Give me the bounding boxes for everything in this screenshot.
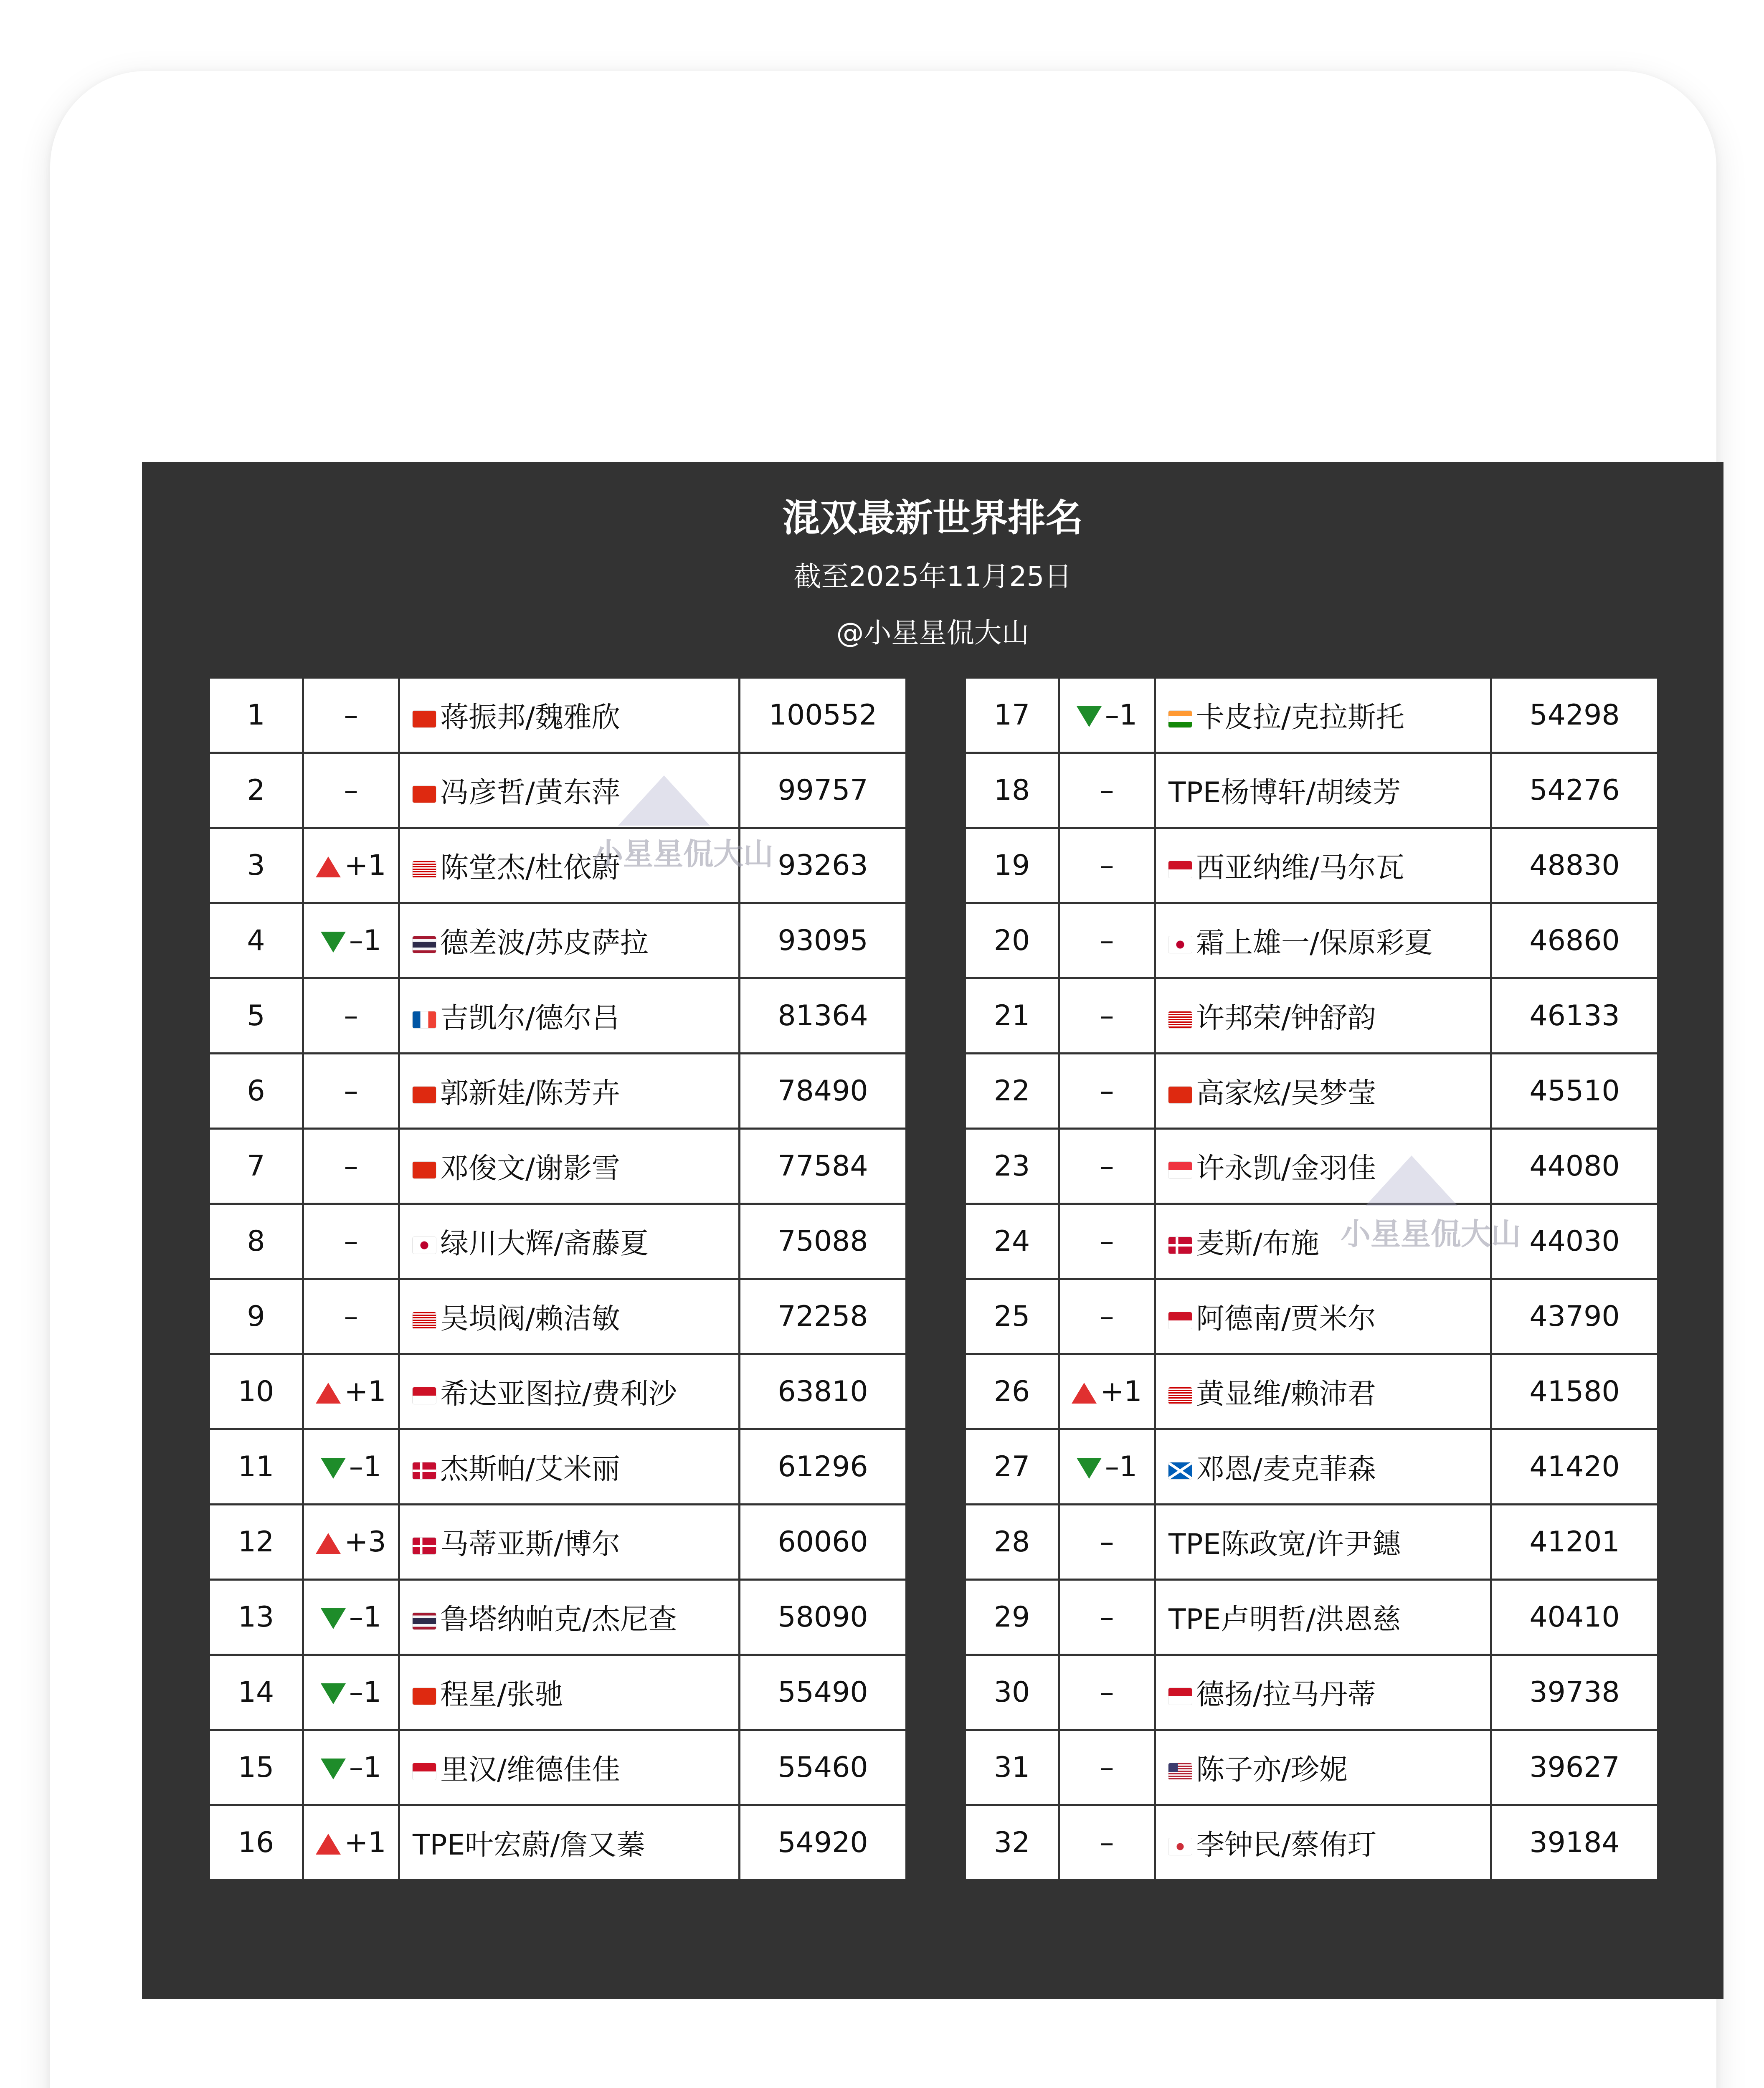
rank-cell: 21 bbox=[965, 978, 1059, 1054]
table-row bbox=[209, 1129, 907, 1204]
change-cell bbox=[303, 1505, 399, 1580]
change-value: – bbox=[1100, 1225, 1114, 1258]
pair-cell bbox=[399, 828, 740, 903]
pair-name: 吉凯尔/德尔吕 bbox=[440, 1002, 620, 1035]
pair-cell bbox=[1155, 903, 1491, 978]
pair-name: 马蒂亚斯/博尔 bbox=[440, 1528, 620, 1561]
pair-cell bbox=[399, 1429, 740, 1505]
change-value: – bbox=[344, 999, 358, 1032]
rank-up-icon bbox=[316, 1533, 341, 1554]
rank-down-icon bbox=[321, 1608, 346, 1629]
change-value: –1 bbox=[349, 1676, 382, 1709]
pair-cell bbox=[399, 1279, 740, 1354]
pair-name: 德差波/苏皮萨拉 bbox=[440, 927, 649, 960]
pair-cell bbox=[1155, 1655, 1491, 1730]
points-cell: 39184 bbox=[1491, 1805, 1658, 1880]
change-value: – bbox=[1100, 1525, 1114, 1558]
table-row bbox=[209, 1054, 907, 1129]
points-cell: 44030 bbox=[1491, 1204, 1658, 1279]
pair-cell bbox=[399, 978, 740, 1054]
change-value: –1 bbox=[349, 1450, 382, 1483]
pair-name: 鲁塔纳帕克/杰尼查 bbox=[440, 1603, 677, 1636]
rank-cell: 11 bbox=[209, 1429, 303, 1505]
pair-name: TPE杨博轩/胡绫芳 bbox=[1168, 776, 1401, 809]
change-cell bbox=[1059, 1655, 1155, 1730]
points-cell: 48830 bbox=[1491, 828, 1658, 903]
indonesia-flag-icon bbox=[413, 1763, 436, 1780]
table-row bbox=[965, 1429, 1658, 1505]
rank-down-icon bbox=[321, 1683, 346, 1704]
thailand-flag-icon bbox=[413, 1613, 436, 1629]
table-row bbox=[965, 1655, 1658, 1730]
table-row bbox=[965, 1204, 1658, 1279]
rank-down-icon bbox=[321, 932, 346, 953]
change-value: –1 bbox=[349, 1601, 382, 1634]
points-cell: 75088 bbox=[740, 1204, 907, 1279]
pair-cell bbox=[1155, 1429, 1491, 1505]
pair-cell bbox=[399, 1354, 740, 1429]
pair-name: 西亚纳维/马尔瓦 bbox=[1196, 851, 1404, 884]
change-value: +1 bbox=[344, 849, 386, 882]
change-value: – bbox=[1100, 1150, 1114, 1183]
change-value: –1 bbox=[349, 924, 382, 957]
china-flag-icon bbox=[413, 711, 436, 727]
rank-cell: 5 bbox=[209, 978, 303, 1054]
change-cell bbox=[1059, 1054, 1155, 1129]
rank-cell: 20 bbox=[965, 903, 1059, 978]
rank-up-icon bbox=[316, 856, 341, 877]
points-cell: 58090 bbox=[740, 1580, 907, 1655]
table-row bbox=[209, 903, 907, 978]
points-cell: 63810 bbox=[740, 1354, 907, 1429]
points-cell: 54276 bbox=[1491, 753, 1658, 828]
rank-cell: 25 bbox=[965, 1279, 1059, 1354]
table-row bbox=[209, 1805, 907, 1880]
indonesia-flag-icon bbox=[1168, 861, 1192, 878]
change-value: –1 bbox=[1105, 1450, 1138, 1483]
change-cell bbox=[1059, 753, 1155, 828]
table-row bbox=[965, 1054, 1658, 1129]
pair-cell bbox=[1155, 1580, 1491, 1655]
pair-cell bbox=[1155, 1805, 1491, 1880]
change-value: – bbox=[344, 1225, 358, 1258]
malaysia-flag-icon bbox=[1168, 1011, 1192, 1028]
points-cell: 39738 bbox=[1491, 1655, 1658, 1730]
rank-cell: 31 bbox=[965, 1730, 1059, 1805]
points-cell: 46860 bbox=[1491, 903, 1658, 978]
rankings-table-right bbox=[964, 677, 1659, 1881]
points-cell: 40410 bbox=[1491, 1580, 1658, 1655]
rank-cell: 24 bbox=[965, 1204, 1059, 1279]
rank-cell: 3 bbox=[209, 828, 303, 903]
indonesia-flag-icon bbox=[1168, 1312, 1192, 1329]
rank-cell: 4 bbox=[209, 903, 303, 978]
points-cell: 99757 bbox=[740, 753, 907, 828]
pair-cell bbox=[1155, 753, 1491, 828]
singapore-flag-icon bbox=[1168, 1162, 1192, 1178]
change-cell bbox=[1059, 1730, 1155, 1805]
rank-cell: 19 bbox=[965, 828, 1059, 903]
change-value: – bbox=[1100, 1826, 1114, 1859]
pair-cell bbox=[399, 1054, 740, 1129]
rank-cell: 30 bbox=[965, 1655, 1059, 1730]
points-cell: 54298 bbox=[1491, 678, 1658, 753]
usa-flag-icon bbox=[1168, 1763, 1192, 1780]
rank-cell: 17 bbox=[965, 678, 1059, 753]
scotland-flag-icon bbox=[1168, 1462, 1192, 1479]
points-cell: 77584 bbox=[740, 1129, 907, 1204]
pair-name: TPE叶宏蔚/詹又蓁 bbox=[413, 1829, 645, 1862]
pair-name: 杰斯帕/艾米丽 bbox=[440, 1453, 620, 1486]
india-flag-icon bbox=[1168, 711, 1192, 727]
change-value: – bbox=[1100, 1300, 1114, 1333]
change-value: – bbox=[344, 1300, 358, 1333]
rank-cell: 14 bbox=[209, 1655, 303, 1730]
points-cell: 41201 bbox=[1491, 1505, 1658, 1580]
malaysia-flag-icon bbox=[1168, 1387, 1192, 1404]
table-row bbox=[209, 1730, 907, 1805]
table-row bbox=[209, 1505, 907, 1580]
change-cell bbox=[303, 903, 399, 978]
pair-name: TPE陈政宽/许尹鏸 bbox=[1168, 1528, 1401, 1561]
change-cell bbox=[1059, 1204, 1155, 1279]
rank-down-icon bbox=[321, 1458, 346, 1479]
points-cell: 55460 bbox=[740, 1730, 907, 1805]
table-row bbox=[209, 1429, 907, 1505]
points-cell: 44080 bbox=[1491, 1129, 1658, 1204]
rank-cell: 15 bbox=[209, 1730, 303, 1805]
change-value: – bbox=[344, 1150, 358, 1183]
points-cell: 43790 bbox=[1491, 1279, 1658, 1354]
change-cell bbox=[1059, 678, 1155, 753]
pair-name: 许永凯/金羽佳 bbox=[1196, 1152, 1376, 1185]
table-row bbox=[965, 978, 1658, 1054]
change-cell bbox=[303, 1354, 399, 1429]
change-cell bbox=[303, 978, 399, 1054]
china-flag-icon bbox=[413, 1087, 436, 1103]
change-cell bbox=[303, 1129, 399, 1204]
points-cell: 100552 bbox=[740, 678, 907, 753]
pair-name: 邓俊文/谢影雪 bbox=[440, 1152, 620, 1185]
malaysia-flag-icon bbox=[413, 861, 436, 878]
change-cell bbox=[1059, 1429, 1155, 1505]
japan-flag-icon bbox=[413, 1237, 436, 1254]
change-cell bbox=[1059, 828, 1155, 903]
watermark: 小星星侃大山 bbox=[1341, 1210, 1521, 1253]
rank-cell: 2 bbox=[209, 753, 303, 828]
change-cell bbox=[303, 678, 399, 753]
change-value: +1 bbox=[1100, 1375, 1142, 1408]
pair-name: 程星/张驰 bbox=[440, 1678, 563, 1711]
denmark-flag-icon bbox=[1168, 1237, 1192, 1254]
pair-cell bbox=[399, 903, 740, 978]
table-row bbox=[965, 678, 1658, 753]
pair-cell bbox=[399, 1805, 740, 1880]
rank-down-icon bbox=[1077, 706, 1102, 727]
china-flag-icon bbox=[1168, 1087, 1192, 1103]
pair-cell bbox=[399, 1580, 740, 1655]
table-row bbox=[965, 1279, 1658, 1354]
rank-down-icon bbox=[321, 1759, 346, 1779]
pair-cell bbox=[399, 678, 740, 753]
points-cell: 61296 bbox=[740, 1429, 907, 1505]
change-value: +1 bbox=[344, 1375, 386, 1408]
table-row bbox=[209, 753, 907, 828]
table-row bbox=[965, 903, 1658, 978]
change-cell bbox=[1059, 1279, 1155, 1354]
thailand-flag-icon bbox=[413, 936, 436, 953]
pair-name: 邓恩/麦克菲森 bbox=[1196, 1453, 1376, 1486]
pair-name: 卡皮拉/克拉斯托 bbox=[1196, 701, 1404, 734]
pair-cell bbox=[399, 753, 740, 828]
change-value: –1 bbox=[1105, 699, 1138, 732]
indonesia-flag-icon bbox=[413, 1387, 436, 1404]
change-value: –1 bbox=[349, 1751, 382, 1784]
france-flag-icon bbox=[413, 1011, 436, 1028]
change-cell bbox=[303, 1429, 399, 1505]
pair-cell bbox=[1155, 1505, 1491, 1580]
change-cell bbox=[1059, 1805, 1155, 1880]
change-cell bbox=[1059, 1505, 1155, 1580]
rank-cell: 1 bbox=[209, 678, 303, 753]
pair-cell bbox=[1155, 978, 1491, 1054]
pair-name: 绿川大辉/斋藤夏 bbox=[440, 1227, 649, 1260]
table-row bbox=[965, 1805, 1658, 1880]
rank-cell: 18 bbox=[965, 753, 1059, 828]
rankings-table-left bbox=[208, 677, 907, 1881]
pair-cell bbox=[399, 1129, 740, 1204]
table-row bbox=[209, 828, 907, 903]
pair-name: 李钟民/蔡侑玎 bbox=[1196, 1829, 1376, 1862]
table-row bbox=[965, 1129, 1658, 1204]
rank-cell: 10 bbox=[209, 1354, 303, 1429]
rank-cell: 26 bbox=[965, 1354, 1059, 1429]
pair-name: 霜上雄一/保原彩夏 bbox=[1196, 927, 1433, 960]
change-cell bbox=[303, 1054, 399, 1129]
table-row bbox=[965, 1730, 1658, 1805]
japan-flag-icon bbox=[1168, 936, 1192, 953]
rank-cell: 12 bbox=[209, 1505, 303, 1580]
table-row bbox=[965, 1505, 1658, 1580]
points-cell: 45510 bbox=[1491, 1054, 1658, 1129]
table-row bbox=[965, 828, 1658, 903]
change-value: – bbox=[1100, 924, 1114, 957]
change-cell bbox=[1059, 1129, 1155, 1204]
table-row bbox=[209, 1204, 907, 1279]
change-value: – bbox=[1100, 849, 1114, 882]
pair-cell bbox=[1155, 678, 1491, 753]
change-cell bbox=[1059, 1580, 1155, 1655]
table-row bbox=[209, 1580, 907, 1655]
rank-cell: 6 bbox=[209, 1054, 303, 1129]
change-value: – bbox=[344, 1074, 358, 1107]
rank-up-icon bbox=[316, 1834, 341, 1855]
change-value: – bbox=[1100, 1074, 1114, 1107]
change-value: – bbox=[1100, 1676, 1114, 1709]
pair-name: 吴埙阀/赖洁敏 bbox=[440, 1302, 620, 1335]
rank-cell: 32 bbox=[965, 1805, 1059, 1880]
table-row bbox=[209, 1279, 907, 1354]
pair-name: 阿德南/贾米尔 bbox=[1196, 1302, 1376, 1335]
rank-cell: 22 bbox=[965, 1054, 1059, 1129]
change-cell bbox=[303, 1655, 399, 1730]
pair-name: 郭新娃/陈芳卉 bbox=[440, 1077, 620, 1110]
pair-name: 德扬/拉马丹蒂 bbox=[1196, 1678, 1376, 1711]
table-row bbox=[965, 1354, 1658, 1429]
pair-cell bbox=[1155, 1279, 1491, 1354]
rank-cell: 29 bbox=[965, 1580, 1059, 1655]
pair-cell bbox=[1155, 1054, 1491, 1129]
change-value: – bbox=[1100, 1751, 1114, 1784]
points-cell: 46133 bbox=[1491, 978, 1658, 1054]
change-cell bbox=[303, 1204, 399, 1279]
pair-cell bbox=[1155, 1204, 1491, 1279]
rank-cell: 9 bbox=[209, 1279, 303, 1354]
points-cell: 55490 bbox=[740, 1655, 907, 1730]
table-row bbox=[209, 1655, 907, 1730]
rank-up-icon bbox=[1072, 1383, 1097, 1404]
pair-name: 希达亚图拉/费利沙 bbox=[440, 1378, 677, 1411]
points-cell: 54920 bbox=[740, 1805, 907, 1880]
change-value: +1 bbox=[344, 1826, 386, 1859]
rank-down-icon bbox=[1077, 1458, 1102, 1479]
date-subtitle: 截至2025年11月25日 bbox=[793, 560, 1072, 593]
korea-flag-icon bbox=[1168, 1838, 1192, 1855]
pair-name: 黄显维/赖沛君 bbox=[1196, 1378, 1376, 1411]
change-value: – bbox=[344, 774, 358, 807]
pair-cell bbox=[1155, 1129, 1491, 1204]
change-cell bbox=[303, 1805, 399, 1880]
hongkong-flag-icon bbox=[413, 1162, 436, 1178]
page-title: 混双最新世界排名 bbox=[782, 496, 1083, 540]
change-cell bbox=[303, 1279, 399, 1354]
points-cell: 78490 bbox=[740, 1054, 907, 1129]
rank-cell: 8 bbox=[209, 1204, 303, 1279]
change-cell bbox=[1059, 903, 1155, 978]
table-row bbox=[965, 753, 1658, 828]
change-cell bbox=[303, 1730, 399, 1805]
watermark: 小星星侃大山 bbox=[593, 830, 773, 873]
pair-name: 许邦荣/钟舒韵 bbox=[1196, 1002, 1376, 1035]
pair-name: 里汉/维德佳佳 bbox=[440, 1754, 620, 1786]
rank-cell: 27 bbox=[965, 1429, 1059, 1505]
pair-name: 陈子亦/珍妮 bbox=[1196, 1754, 1348, 1786]
change-value: – bbox=[1100, 774, 1114, 807]
points-cell: 81364 bbox=[740, 978, 907, 1054]
pair-cell bbox=[399, 1204, 740, 1279]
author-handle: @小星星侃大山 bbox=[836, 617, 1029, 649]
change-cell bbox=[303, 828, 399, 903]
pair-name: 陈堂杰/杜依蔚 bbox=[440, 851, 620, 884]
pair-cell bbox=[1155, 1730, 1491, 1805]
pair-name: 高家炫/吴梦莹 bbox=[1196, 1077, 1376, 1110]
rank-cell: 23 bbox=[965, 1129, 1059, 1204]
pair-cell bbox=[1155, 1354, 1491, 1429]
points-cell: 41580 bbox=[1491, 1354, 1658, 1429]
change-value: – bbox=[1100, 1601, 1114, 1634]
points-cell: 39627 bbox=[1491, 1730, 1658, 1805]
rank-cell: 28 bbox=[965, 1505, 1059, 1580]
points-cell: 93263 bbox=[740, 828, 907, 903]
malaysia-flag-icon bbox=[413, 1312, 436, 1329]
pair-name: 冯彦哲/黄东萍 bbox=[440, 776, 620, 809]
pair-cell bbox=[399, 1730, 740, 1805]
indonesia-flag-icon bbox=[1168, 1688, 1192, 1705]
change-cell bbox=[1059, 978, 1155, 1054]
denmark-flag-icon bbox=[413, 1462, 436, 1479]
table-row bbox=[209, 678, 907, 753]
china-flag-icon bbox=[413, 1688, 436, 1705]
rankings-panel bbox=[142, 462, 1723, 1999]
image-card bbox=[50, 71, 1716, 2088]
change-value: +3 bbox=[344, 1525, 386, 1558]
change-cell bbox=[303, 1580, 399, 1655]
points-cell: 60060 bbox=[740, 1505, 907, 1580]
change-value: – bbox=[344, 699, 358, 732]
pair-cell bbox=[1155, 828, 1491, 903]
denmark-flag-icon bbox=[413, 1538, 436, 1554]
rank-cell: 13 bbox=[209, 1580, 303, 1655]
rank-cell: 16 bbox=[209, 1805, 303, 1880]
table-row bbox=[209, 1354, 907, 1429]
change-value: – bbox=[1100, 999, 1114, 1032]
pair-cell bbox=[399, 1505, 740, 1580]
points-cell: 72258 bbox=[740, 1279, 907, 1354]
change-cell bbox=[1059, 1354, 1155, 1429]
pair-name: 蒋振邦/魏雅欣 bbox=[440, 701, 620, 734]
pair-name: TPE卢明哲/洪恩慈 bbox=[1168, 1603, 1401, 1636]
points-cell: 41420 bbox=[1491, 1429, 1658, 1505]
points-cell: 93095 bbox=[740, 903, 907, 978]
pair-name: 麦斯/布施 bbox=[1196, 1227, 1319, 1260]
china-flag-icon bbox=[413, 786, 436, 803]
change-cell bbox=[303, 753, 399, 828]
rank-cell: 7 bbox=[209, 1129, 303, 1204]
table-row bbox=[965, 1580, 1658, 1655]
rank-up-icon bbox=[316, 1383, 341, 1404]
table-row bbox=[209, 978, 907, 1054]
pair-cell bbox=[399, 1655, 740, 1730]
